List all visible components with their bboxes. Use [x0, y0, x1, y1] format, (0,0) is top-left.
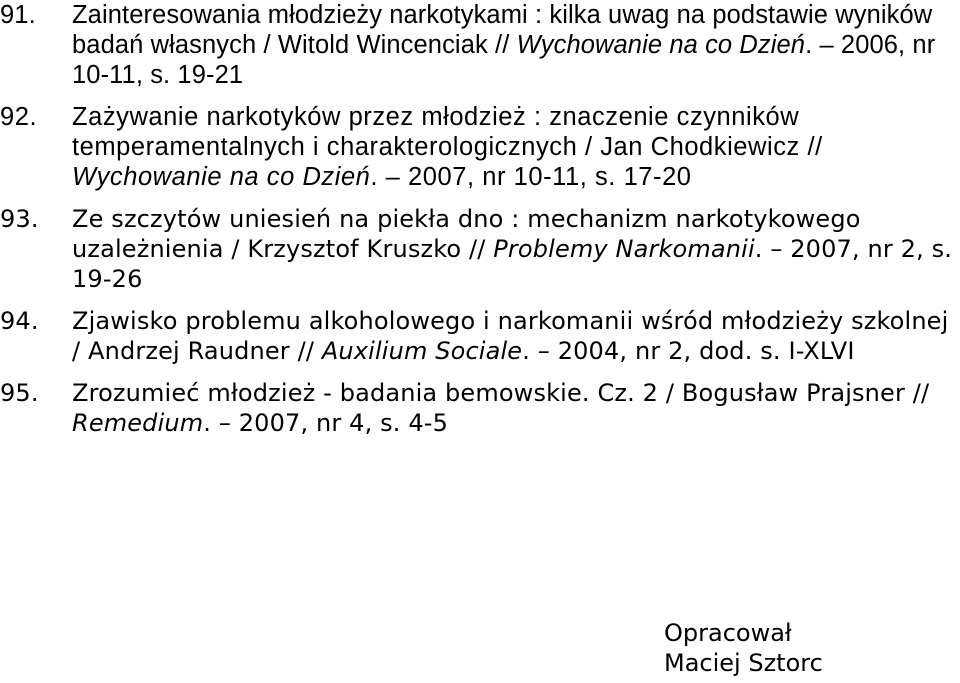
entry-citation: [72, 378, 960, 438]
entry-text: Zrozumieć młodzież - badania bemowskie. Cz. 2 / Bogusław Prajsner //: [72, 379, 930, 407]
entry-number: 91.: [0, 1, 36, 29]
entry-journal: Problemy Narkomanii: [493, 235, 755, 263]
entry-text: Zainteresowania młodzieży narkotykami : kilka uwag na podstawie wyników badań własnych / Witold Wincenciak //: [72, 1, 933, 59]
entry-tail: . – 2007, nr 4, s. 4-5: [203, 409, 448, 437]
entry-citation: [72, 306, 960, 366]
entry-number: 94.: [0, 307, 39, 335]
entry-citation: [72, 204, 960, 294]
bibliography-entry-93: [0, 204, 960, 294]
entry-text: Zjawisko problemu alkoholowego i narkomanii wśród młodzieży szkolnej / Andrzej Raudner //: [72, 307, 949, 365]
entry-number: 92.: [0, 103, 38, 131]
signature-author: Maciej Sztorc: [664, 649, 823, 677]
bibliography-entry-92: [0, 102, 960, 192]
entry-number: 95.: [0, 379, 39, 407]
signature-label: Opracował: [664, 619, 792, 647]
entry-citation: [72, 102, 960, 192]
entry-citation: [72, 0, 960, 90]
entry-tail: . – 2007, nr 2, s. 19-26: [72, 235, 953, 293]
entry-tail: . – 2006, nr 10-11, s. 19-21: [72, 31, 936, 89]
entry-tail: . – 2004, nr 2, dod. s. I-XLVI: [522, 337, 855, 365]
bibliography-entry-94: [0, 306, 960, 366]
entry-tail: . – 2007, nr 10-11, s. 17-20: [370, 163, 692, 191]
bibliography-entry-95: [0, 378, 960, 438]
entry-text: Ze szczytów uniesień na piekła dno : mechanizm narkotykowego uzależnienia / Krzysztof Kruszko //: [72, 205, 861, 263]
entry-journal: Auxilium Sociale: [321, 337, 523, 365]
entry-journal: Wychowanie na co Dzień: [516, 31, 806, 59]
entry-journal: Remedium: [72, 409, 204, 437]
entry-text: Zażywanie narkotyków przez młodzież : znaczenie czynników temperamentalnych i charakterologicznych / Jan Chodkiewicz //: [72, 103, 823, 161]
bibliography-entry-91: [0, 0, 960, 90]
entry-journal: Wychowanie na co Dzień: [72, 163, 371, 191]
entry-number: 93.: [0, 205, 39, 233]
signature-block: [664, 618, 823, 678]
